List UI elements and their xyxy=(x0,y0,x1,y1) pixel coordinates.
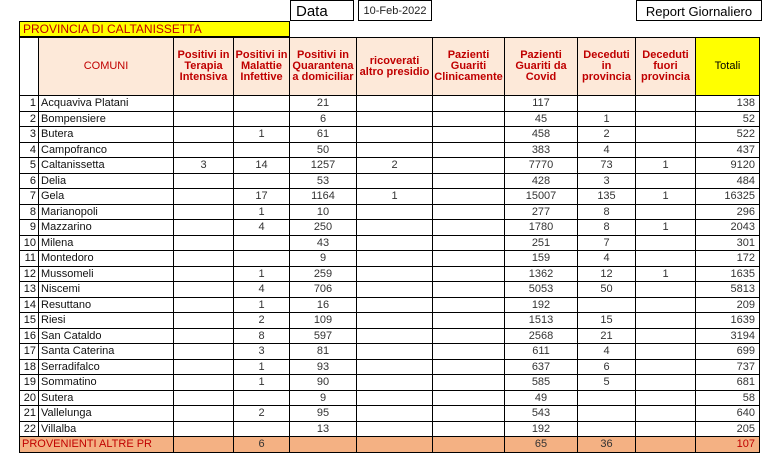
deceduti-fuori-cell xyxy=(636,235,696,251)
ricoverati-cell xyxy=(357,375,433,391)
totali-cell: 16325 xyxy=(696,189,760,205)
table-row xyxy=(20,328,760,344)
malattie-infettive-cell xyxy=(234,96,290,112)
totali-cell: 681 xyxy=(696,375,760,391)
totali-cell: 58 xyxy=(696,390,760,406)
deceduti-fuori-cell xyxy=(636,359,696,375)
quarantena-cell xyxy=(290,437,357,453)
guariti-covid-cell: 277 xyxy=(505,204,578,220)
guariti-clinicamente-cell xyxy=(433,251,505,267)
deceduti-provincia-cell: 1 xyxy=(578,111,636,127)
malattie-infettive-cell: 1 xyxy=(234,359,290,375)
quarantena-cell: 21 xyxy=(290,96,357,112)
deceduti-provincia-cell: 3 xyxy=(578,173,636,189)
malattie-infettive-cell: 1 xyxy=(234,204,290,220)
guariti-clinicamente-cell xyxy=(433,173,505,189)
deceduti-fuori-cell xyxy=(636,344,696,360)
deceduti-provincia-cell: 4 xyxy=(578,251,636,267)
row-index-cell: 7 xyxy=(20,189,39,205)
totali-cell: 737 xyxy=(696,359,760,375)
malattie-infettive-cell xyxy=(234,142,290,158)
guariti-covid-cell: 543 xyxy=(505,406,578,422)
header-malattie-infettive: Positivi in Malattie Infettive xyxy=(234,38,290,96)
terapia-intensiva-cell: 3 xyxy=(174,158,234,174)
comune-name-cell: Sommatino xyxy=(39,375,174,391)
row-index-cell: 6 xyxy=(20,173,39,189)
totali-cell: 699 xyxy=(696,344,760,360)
guariti-clinicamente-cell xyxy=(433,297,505,313)
malattie-infettive-cell: 1 xyxy=(234,266,290,282)
terapia-intensiva-cell xyxy=(174,204,234,220)
deceduti-fuori-cell xyxy=(636,204,696,220)
table-row xyxy=(20,421,760,437)
deceduti-fuori-cell xyxy=(636,328,696,344)
quarantena-cell: 81 xyxy=(290,344,357,360)
terapia-intensiva-cell xyxy=(174,297,234,313)
table-row xyxy=(20,406,760,422)
malattie-infettive-cell: 4 xyxy=(234,220,290,236)
header-comuni: COMUNI xyxy=(39,38,174,96)
row-index-cell: 20 xyxy=(20,390,39,406)
table-row xyxy=(20,344,760,360)
header-row xyxy=(20,38,760,96)
quarantena-cell: 9 xyxy=(290,390,357,406)
guariti-clinicamente-cell xyxy=(433,158,505,174)
deceduti-provincia-cell: 73 xyxy=(578,158,636,174)
ricoverati-cell: 1 xyxy=(357,189,433,205)
malattie-infettive-cell xyxy=(234,390,290,406)
deceduti-fuori-cell xyxy=(636,375,696,391)
ricoverati-cell xyxy=(357,96,433,112)
deceduti-provincia-cell: 135 xyxy=(578,189,636,205)
row-index-cell: 21 xyxy=(20,406,39,422)
quarantena-cell: 61 xyxy=(290,127,357,143)
malattie-infettive-cell: 1 xyxy=(234,375,290,391)
comune-name-cell: Milena xyxy=(39,235,174,251)
provenienti-label: PROVENIENTI ALTRE PR xyxy=(20,437,174,453)
report-title: Report Giornaliero xyxy=(636,0,762,21)
deceduti-provincia-cell: 7 xyxy=(578,235,636,251)
deceduti-fuori-cell xyxy=(636,142,696,158)
guariti-clinicamente-cell xyxy=(433,359,505,375)
header-guariti-covid: Pazienti Guariti da Covid xyxy=(505,38,578,96)
guariti-covid-cell: 192 xyxy=(505,421,578,437)
ricoverati-cell xyxy=(357,204,433,220)
ricoverati-cell xyxy=(357,282,433,298)
deceduti-provincia-cell: 8 xyxy=(578,220,636,236)
guariti-clinicamente-cell xyxy=(433,204,505,220)
header-terapia-intensiva: Positivi in Terapia Intensiva xyxy=(174,38,234,96)
quarantena-cell: 1257 xyxy=(290,158,357,174)
guariti-clinicamente-cell xyxy=(433,142,505,158)
ricoverati-cell: 2 xyxy=(357,158,433,174)
totali-cell: 522 xyxy=(696,127,760,143)
quarantena-cell: 13 xyxy=(290,421,357,437)
quarantena-cell: 597 xyxy=(290,328,357,344)
deceduti-fuori-cell xyxy=(636,282,696,298)
terapia-intensiva-cell xyxy=(174,266,234,282)
malattie-infettive-cell: 3 xyxy=(234,344,290,360)
totali-cell: 107 xyxy=(696,437,760,453)
report-date[interactable]: 10-Feb-2022 xyxy=(358,0,432,21)
deceduti-provincia-cell: 6 xyxy=(578,359,636,375)
quarantena-cell: 53 xyxy=(290,173,357,189)
totali-cell: 9120 xyxy=(696,158,760,174)
deceduti-provincia-cell xyxy=(578,390,636,406)
quarantena-cell: 10 xyxy=(290,204,357,220)
comune-name-cell: Mussomeli xyxy=(39,266,174,282)
comune-name-cell: Campofranco xyxy=(39,142,174,158)
comune-name-cell: Riesi xyxy=(39,313,174,329)
ricoverati-cell xyxy=(357,251,433,267)
deceduti-provincia-cell xyxy=(578,406,636,422)
totali-cell: 1639 xyxy=(696,313,760,329)
header-deceduti-provincia: Deceduti in provincia xyxy=(578,38,636,96)
guariti-covid-cell: 15007 xyxy=(505,189,578,205)
row-index-cell: 3 xyxy=(20,127,39,143)
header-quarantena: Positivi in Quarantena a domiciliar xyxy=(290,38,357,96)
totali-cell: 640 xyxy=(696,406,760,422)
guariti-covid-cell: 2568 xyxy=(505,328,578,344)
ricoverati-cell xyxy=(357,297,433,313)
malattie-infettive-cell: 6 xyxy=(234,437,290,453)
row-index-cell: 10 xyxy=(20,235,39,251)
deceduti-fuori-cell xyxy=(636,406,696,422)
guariti-covid-cell: 5053 xyxy=(505,282,578,298)
province-title: PROVINCIA DI CALTANISSETTA xyxy=(19,21,290,37)
quarantena-cell: 16 xyxy=(290,297,357,313)
malattie-infettive-cell: 17 xyxy=(234,189,290,205)
terapia-intensiva-cell xyxy=(174,235,234,251)
malattie-infettive-cell xyxy=(234,421,290,437)
guariti-covid-cell: 585 xyxy=(505,375,578,391)
table-row xyxy=(20,266,760,282)
totali-cell: 52 xyxy=(696,111,760,127)
guariti-clinicamente-cell xyxy=(433,127,505,143)
guariti-clinicamente-cell xyxy=(433,421,505,437)
totali-cell: 5813 xyxy=(696,282,760,298)
guariti-clinicamente-cell xyxy=(433,266,505,282)
ricoverati-cell xyxy=(357,127,433,143)
guariti-covid-cell: 251 xyxy=(505,235,578,251)
deceduti-fuori-cell xyxy=(636,313,696,329)
guariti-clinicamente-cell xyxy=(433,328,505,344)
ricoverati-cell xyxy=(357,173,433,189)
comune-name-cell: Vallelunga xyxy=(39,406,174,422)
deceduti-fuori-cell xyxy=(636,127,696,143)
guariti-clinicamente-cell xyxy=(433,282,505,298)
row-index-cell: 1 xyxy=(20,96,39,112)
table-row xyxy=(20,359,760,375)
comune-name-cell: Sutera xyxy=(39,390,174,406)
row-index-cell: 16 xyxy=(20,328,39,344)
ricoverati-cell xyxy=(357,390,433,406)
table-row xyxy=(20,96,760,112)
table-row xyxy=(20,173,760,189)
comune-name-cell: Gela xyxy=(39,189,174,205)
row-index-cell: 4 xyxy=(20,142,39,158)
comune-name-cell: Villalba xyxy=(39,421,174,437)
totali-cell: 484 xyxy=(696,173,760,189)
quarantena-cell: 259 xyxy=(290,266,357,282)
terapia-intensiva-cell xyxy=(174,96,234,112)
totali-cell: 209 xyxy=(696,297,760,313)
guariti-clinicamente-cell xyxy=(433,406,505,422)
header-deceduti-fuori: Deceduti fuori provincia xyxy=(636,38,696,96)
totali-cell: 2043 xyxy=(696,220,760,236)
terapia-intensiva-cell xyxy=(174,406,234,422)
deceduti-fuori-cell xyxy=(636,437,696,453)
comune-name-cell: San Cataldo xyxy=(39,328,174,344)
guariti-clinicamente-cell xyxy=(433,390,505,406)
malattie-infettive-cell xyxy=(234,173,290,189)
quarantena-cell: 6 xyxy=(290,111,357,127)
table-row xyxy=(20,375,760,391)
quarantena-cell: 50 xyxy=(290,142,357,158)
malattie-infettive-cell: 8 xyxy=(234,328,290,344)
guariti-covid-cell: 159 xyxy=(505,251,578,267)
row-index-cell: 13 xyxy=(20,282,39,298)
deceduti-fuori-cell xyxy=(636,390,696,406)
deceduti-provincia-cell xyxy=(578,421,636,437)
terapia-intensiva-cell xyxy=(174,359,234,375)
guariti-covid-cell: 7770 xyxy=(505,158,578,174)
totali-cell: 301 xyxy=(696,235,760,251)
guariti-clinicamente-cell xyxy=(433,437,505,453)
terapia-intensiva-cell xyxy=(174,189,234,205)
comune-name-cell: Santa Caterina xyxy=(39,344,174,360)
row-index-cell: 12 xyxy=(20,266,39,282)
malattie-infettive-cell: 2 xyxy=(234,406,290,422)
ricoverati-cell xyxy=(357,421,433,437)
table-row xyxy=(20,235,760,251)
ricoverati-cell xyxy=(357,111,433,127)
table-row xyxy=(20,390,760,406)
guariti-clinicamente-cell xyxy=(433,375,505,391)
comune-name-cell: Resuttano xyxy=(39,297,174,313)
guariti-covid-cell: 458 xyxy=(505,127,578,143)
guariti-clinicamente-cell xyxy=(433,313,505,329)
table-row xyxy=(20,204,760,220)
malattie-infettive-cell: 4 xyxy=(234,282,290,298)
comune-name-cell: Acquaviva Platani xyxy=(39,96,174,112)
guariti-covid-cell: 65 xyxy=(505,437,578,453)
terapia-intensiva-cell xyxy=(174,220,234,236)
comune-name-cell: Montedoro xyxy=(39,251,174,267)
totali-cell: 205 xyxy=(696,421,760,437)
ricoverati-cell xyxy=(357,266,433,282)
terapia-intensiva-cell xyxy=(174,313,234,329)
deceduti-fuori-cell: 1 xyxy=(636,189,696,205)
table-row xyxy=(20,251,760,267)
totali-cell: 1635 xyxy=(696,266,760,282)
quarantena-cell: 9 xyxy=(290,251,357,267)
guariti-clinicamente-cell xyxy=(433,189,505,205)
guariti-covid-cell: 117 xyxy=(505,96,578,112)
deceduti-provincia-cell: 4 xyxy=(578,142,636,158)
guariti-covid-cell: 611 xyxy=(505,344,578,360)
row-index-cell: 18 xyxy=(20,359,39,375)
deceduti-provincia-cell: 21 xyxy=(578,328,636,344)
ricoverati-cell xyxy=(357,142,433,158)
deceduti-fuori-cell xyxy=(636,111,696,127)
guariti-covid-cell: 1513 xyxy=(505,313,578,329)
guariti-covid-cell: 192 xyxy=(505,297,578,313)
terapia-intensiva-cell xyxy=(174,344,234,360)
covid-table xyxy=(19,37,760,453)
terapia-intensiva-cell xyxy=(174,328,234,344)
quarantena-cell: 90 xyxy=(290,375,357,391)
header-guariti-clinicamente: Pazienti Guariti Clinicamente xyxy=(433,38,505,96)
terapia-intensiva-cell xyxy=(174,390,234,406)
terapia-intensiva-cell xyxy=(174,421,234,437)
totali-cell: 437 xyxy=(696,142,760,158)
guariti-clinicamente-cell xyxy=(433,344,505,360)
deceduti-fuori-cell: 1 xyxy=(636,266,696,282)
table-row xyxy=(20,220,760,236)
terapia-intensiva-cell xyxy=(174,173,234,189)
guariti-clinicamente-cell xyxy=(433,220,505,236)
terapia-intensiva-cell xyxy=(174,375,234,391)
deceduti-provincia-cell: 8 xyxy=(578,204,636,220)
guariti-covid-cell: 1362 xyxy=(505,266,578,282)
data-label: Data xyxy=(290,0,354,21)
terapia-intensiva-cell xyxy=(174,251,234,267)
row-index-cell: 14 xyxy=(20,297,39,313)
totali-cell: 172 xyxy=(696,251,760,267)
comune-name-cell: Butera xyxy=(39,127,174,143)
row-index-cell: 17 xyxy=(20,344,39,360)
row-index-cell: 15 xyxy=(20,313,39,329)
table-row xyxy=(20,282,760,298)
table-row xyxy=(20,313,760,329)
guariti-covid-cell: 383 xyxy=(505,142,578,158)
table-row xyxy=(20,297,760,313)
deceduti-provincia-cell: 36 xyxy=(578,437,636,453)
guariti-covid-cell: 1780 xyxy=(505,220,578,236)
deceduti-fuori-cell xyxy=(636,421,696,437)
deceduti-provincia-cell xyxy=(578,297,636,313)
row-index-cell: 5 xyxy=(20,158,39,174)
ricoverati-cell xyxy=(357,406,433,422)
deceduti-fuori-cell xyxy=(636,173,696,189)
deceduti-provincia-cell: 2 xyxy=(578,127,636,143)
deceduti-provincia-cell xyxy=(578,96,636,112)
totali-cell: 3194 xyxy=(696,328,760,344)
row-index-cell: 9 xyxy=(20,220,39,236)
quarantena-cell: 706 xyxy=(290,282,357,298)
guariti-clinicamente-cell xyxy=(433,96,505,112)
table-row xyxy=(20,158,760,174)
totali-cell: 296 xyxy=(696,204,760,220)
table-row xyxy=(20,189,760,205)
row-index-cell: 11 xyxy=(20,251,39,267)
comune-name-cell: Serradifalco xyxy=(39,359,174,375)
row-index-cell: 2 xyxy=(20,111,39,127)
guariti-covid-cell: 637 xyxy=(505,359,578,375)
ricoverati-cell xyxy=(357,220,433,236)
quarantena-cell: 109 xyxy=(290,313,357,329)
quarantena-cell: 1164 xyxy=(290,189,357,205)
deceduti-provincia-cell: 15 xyxy=(578,313,636,329)
malattie-infettive-cell xyxy=(234,235,290,251)
deceduti-provincia-cell: 5 xyxy=(578,375,636,391)
comune-name-cell: Caltanissetta xyxy=(39,158,174,174)
ricoverati-cell xyxy=(357,437,433,453)
terapia-intensiva-cell xyxy=(174,142,234,158)
deceduti-fuori-cell: 1 xyxy=(636,220,696,236)
table-row xyxy=(20,127,760,143)
terapia-intensiva-cell xyxy=(174,437,234,453)
guariti-covid-cell: 45 xyxy=(505,111,578,127)
comune-name-cell: Marianopoli xyxy=(39,204,174,220)
comune-name-cell: Bompensiere xyxy=(39,111,174,127)
deceduti-provincia-cell: 12 xyxy=(578,266,636,282)
ricoverati-cell xyxy=(357,313,433,329)
quarantena-cell: 250 xyxy=(290,220,357,236)
guariti-covid-cell: 428 xyxy=(505,173,578,189)
totali-cell: 138 xyxy=(696,96,760,112)
malattie-infettive-cell: 1 xyxy=(234,297,290,313)
deceduti-fuori-cell: 1 xyxy=(636,158,696,174)
malattie-infettive-cell: 14 xyxy=(234,158,290,174)
deceduti-provincia-cell: 4 xyxy=(578,344,636,360)
row-index-cell: 19 xyxy=(20,375,39,391)
provenienti-row xyxy=(20,437,760,453)
terapia-intensiva-cell xyxy=(174,282,234,298)
header-index xyxy=(20,38,39,96)
table-row xyxy=(20,142,760,158)
ricoverati-cell xyxy=(357,328,433,344)
deceduti-provincia-cell: 50 xyxy=(578,282,636,298)
row-index-cell: 22 xyxy=(20,421,39,437)
terapia-intensiva-cell xyxy=(174,111,234,127)
row-index-cell: 8 xyxy=(20,204,39,220)
comune-name-cell: Mazzarino xyxy=(39,220,174,236)
comune-name-cell: Niscemi xyxy=(39,282,174,298)
guariti-clinicamente-cell xyxy=(433,235,505,251)
quarantena-cell: 93 xyxy=(290,359,357,375)
deceduti-fuori-cell xyxy=(636,251,696,267)
ricoverati-cell xyxy=(357,235,433,251)
comune-name-cell: Delia xyxy=(39,173,174,189)
table-row xyxy=(20,111,760,127)
malattie-infettive-cell xyxy=(234,111,290,127)
header-ricoverati: ricoverati altro presidio xyxy=(357,38,433,96)
header-totali: Totali xyxy=(696,38,760,96)
deceduti-fuori-cell xyxy=(636,297,696,313)
guariti-covid-cell: 49 xyxy=(505,390,578,406)
ricoverati-cell xyxy=(357,344,433,360)
malattie-infettive-cell xyxy=(234,251,290,267)
quarantena-cell: 43 xyxy=(290,235,357,251)
deceduti-fuori-cell xyxy=(636,96,696,112)
malattie-infettive-cell: 2 xyxy=(234,313,290,329)
terapia-intensiva-cell xyxy=(174,127,234,143)
ricoverati-cell xyxy=(357,359,433,375)
quarantena-cell: 95 xyxy=(290,406,357,422)
malattie-infettive-cell: 1 xyxy=(234,127,290,143)
guariti-clinicamente-cell xyxy=(433,111,505,127)
